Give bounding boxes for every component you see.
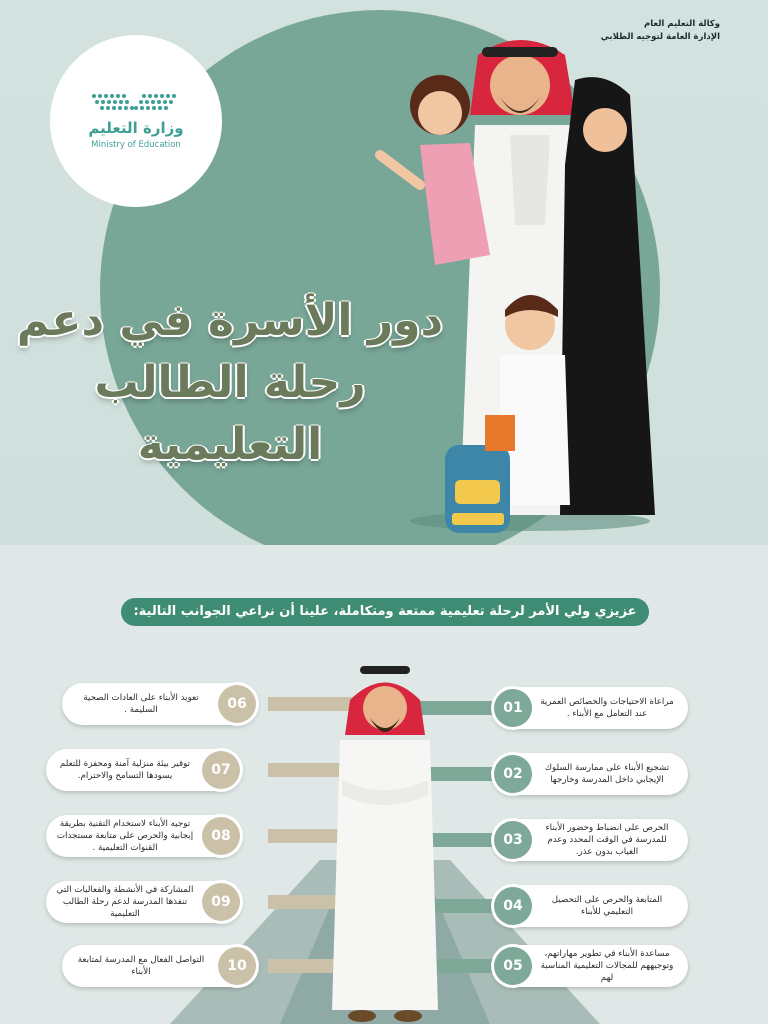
list-item-05 xyxy=(492,945,688,987)
logo-arabic-text: وزارة التعليم xyxy=(88,119,184,137)
item-text: التواصل الفعال مع المدرسة لمتابعة الأبناء xyxy=(77,955,205,977)
item-number: 07 xyxy=(202,751,240,789)
item-number: 01 xyxy=(494,689,532,727)
agency-line-1: وكالة التعليم العام xyxy=(644,19,720,29)
item-text: مساعدة الأبناء في تطوير مهاراتهم، وتوجيههم للمجالات التعليمية المناسبة لهم xyxy=(540,949,674,983)
title-line-2: رحلة الطالب التعليمية xyxy=(94,357,366,470)
man-illustration xyxy=(320,660,450,1024)
agency-line-2: الإدارة العامة لتوجيه الطلابي xyxy=(600,32,720,42)
list-item-09 xyxy=(46,881,242,923)
item-number: 04 xyxy=(494,887,532,925)
list-item-03 xyxy=(492,819,688,861)
item-number: 08 xyxy=(202,817,240,855)
instruction-banner: عزيزي ولي الأمر لرحلة تعليمية ممتعة ومتكاملة، علينا أن نراعي الجوانب التالية: xyxy=(121,598,649,626)
item-text: المشاركة في الأنشطة والفعاليات التي تنفذها المدرسة لدعم رحلة الطالب التعليمية xyxy=(56,885,194,919)
item-number: 02 xyxy=(494,755,532,793)
list-item-10 xyxy=(62,945,258,987)
item-number: 10 xyxy=(218,947,256,985)
item-text: توجيه الأبناء لاستخدام التقنية بطريقة إيجابية والحرص على متابعة مستجدات القنوات التعليمية . xyxy=(56,819,194,853)
list-item-02 xyxy=(492,753,688,795)
item-number: 03 xyxy=(494,821,532,859)
logo-english-text: Ministry of Education xyxy=(91,140,181,150)
item-number: 06 xyxy=(218,685,256,723)
item-text: المتابعة والحرص على التحصيل التعليمي للأبناء xyxy=(551,895,663,917)
item-text: مراعاة الاحتياجات والخصائص العمرية عند التعامل مع الأبناء . xyxy=(540,697,674,719)
list-item-04 xyxy=(492,885,688,927)
item-text: الحرص على انضباط وحضور الأبناء للمدرسة في الوقت المحدد وعدم الغياب بدون عذر. xyxy=(545,823,669,857)
title-line-1: دور الأسرة في دعم xyxy=(16,295,444,346)
item-number: 09 xyxy=(202,883,240,921)
list-item-08 xyxy=(46,815,242,857)
list-item-01 xyxy=(492,687,688,729)
list-item-06 xyxy=(62,683,258,725)
item-text: تعويد الأبناء على العادات الصحية السليمة . xyxy=(83,693,199,715)
item-number: 05 xyxy=(494,947,532,985)
item-text: تشجيع الأبناء على ممارسة السلوك الإيجابي داخل المدرسة وخارجها xyxy=(544,763,670,785)
list-item-07 xyxy=(46,749,242,791)
item-text: توفير بيئة منزلية آمنة ومحفزة للتعلم يسودها التسامح والاحترام. xyxy=(59,759,191,781)
